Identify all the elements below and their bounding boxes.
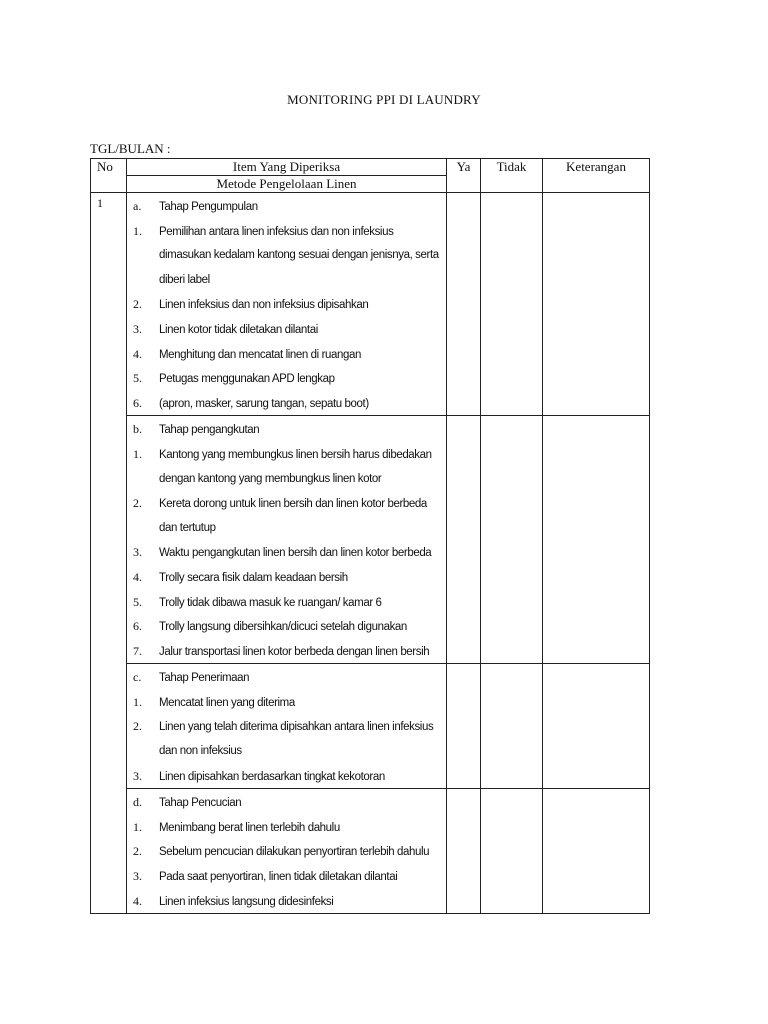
item-number: 3.	[133, 869, 142, 884]
checklist-item-line	[127, 467, 446, 492]
keterangan-cell[interactable]	[543, 789, 650, 914]
item-text: dimasukan kedalam kantong sesuai dengan jenisnya, serta	[159, 249, 439, 262]
item-text: Pemilihan antara linen infeksius dan non infeksius	[159, 225, 394, 238]
item-group	[127, 416, 447, 664]
checklist-group-row	[91, 789, 650, 914]
checklist-item-line	[127, 442, 446, 467]
ya-cell[interactable]	[447, 193, 481, 416]
item-text: Menimbang berat linen terlebih dahulu	[159, 821, 340, 834]
item-number: 2.	[133, 496, 142, 511]
item-text: dan tertutup	[159, 521, 216, 534]
checklist-item-line	[127, 665, 446, 690]
item-text: Mencatat linen yang diterima	[159, 696, 295, 709]
checklist-group-row	[91, 416, 650, 664]
tidak-cell[interactable]	[481, 193, 543, 416]
item-number: 5.	[133, 371, 142, 386]
checklist-item-line	[127, 889, 446, 914]
item-text: Sebelum pencucian dilakukan penyortiran terlebih dahulu	[159, 846, 430, 859]
ya-cell[interactable]	[447, 664, 481, 789]
checklist-table	[90, 158, 650, 914]
item-number: a.	[133, 199, 142, 213]
checklist-item-line	[127, 590, 446, 615]
checklist-item-line	[127, 739, 446, 764]
item-number: 4.	[133, 346, 142, 361]
checklist-item-line	[127, 417, 446, 442]
item-text: Trolly langsung dibersihkan/dicuci setelah digunakan	[159, 621, 407, 634]
checklist-item-line	[127, 292, 446, 317]
header-row	[91, 159, 650, 176]
ya-cell[interactable]	[447, 789, 481, 914]
checklist-item-line	[127, 714, 446, 739]
checklist-item-line	[127, 639, 446, 664]
tidak-cell[interactable]	[481, 789, 543, 914]
checklist-item-line	[127, 790, 446, 815]
row-number: 1	[91, 193, 127, 914]
item-text: Tahap Penerimaan	[159, 672, 250, 685]
item-number: 3.	[133, 321, 142, 336]
header-no: No	[91, 159, 127, 193]
checklist-item-line	[127, 366, 446, 391]
item-text: Tahap pengangkutan	[159, 424, 260, 437]
item-text: dan non infeksius	[159, 745, 242, 758]
checklist-item-line	[127, 516, 446, 541]
item-text: Linen yang telah diterima dipisahkan antara linen infeksius	[159, 721, 434, 734]
checklist-item-line	[127, 491, 446, 516]
item-number: 2.	[133, 297, 142, 312]
item-text: Linen kotor tidak diletakan dilantai	[159, 323, 318, 336]
checklist-item-line	[127, 614, 446, 639]
item-text: Trolly secara fisik dalam keadaan bersih	[159, 571, 348, 584]
header-tidak: Tidak	[481, 159, 543, 193]
item-number: 1.	[133, 694, 142, 709]
item-text: Linen infeksius langsung didesinfeksi	[159, 895, 334, 908]
item-text: Kantong yang membungkus linen bersih harus dibedakan	[159, 448, 432, 461]
item-text: Tahap Pengumpulan	[159, 201, 258, 213]
checklist-item-line	[127, 342, 446, 367]
keterangan-cell[interactable]	[543, 416, 650, 664]
tidak-cell[interactable]	[481, 416, 543, 664]
header-keterangan: Keterangan	[543, 159, 650, 193]
item-number: 1.	[133, 819, 142, 834]
item-number: 4.	[133, 569, 142, 584]
item-number: b.	[133, 422, 142, 437]
item-text: Trolly tidak dibawa masuk ke ruangan/ kamar 6	[159, 596, 382, 609]
checklist-item-line	[127, 194, 446, 219]
item-number: 6.	[133, 395, 142, 410]
item-text: Jalur transportasi linen kotor berbeda dengan linen bersih	[159, 645, 430, 658]
item-number: d.	[133, 795, 142, 810]
item-text: Kereta dorong untuk linen bersih dan linen kotor berbeda	[159, 498, 427, 511]
item-text: Tahap Pencucian	[159, 797, 242, 810]
item-text: Linen infeksius dan non infeksius dipisahkan	[159, 299, 369, 312]
checklist-item-line	[127, 219, 446, 244]
item-text: dengan kantong yang membungkus linen kotor	[159, 472, 382, 485]
item-number: 1.	[133, 446, 142, 461]
item-number: c.	[133, 670, 142, 685]
header-item: Item Yang Diperiksa	[127, 159, 447, 176]
header-ya: Ya	[447, 159, 481, 193]
item-number: 2.	[133, 844, 142, 859]
date-label: TGL/BULAN :	[90, 141, 171, 156]
checklist-item-line	[127, 391, 446, 416]
item-number: 3.	[133, 768, 142, 783]
checklist-item-line	[127, 690, 446, 715]
item-group	[127, 789, 447, 914]
item-text: Waktu pengangkutan linen bersih dan linen kotor berbeda	[159, 547, 432, 560]
item-text: (apron, masker, sarung tangan, sepatu boot)	[159, 397, 369, 410]
ya-cell[interactable]	[447, 416, 481, 664]
item-text: Pada saat penyortiran, linen tidak diletakan dilantai	[159, 871, 398, 884]
item-number: 7.	[133, 643, 142, 658]
checklist-item-line	[127, 565, 446, 590]
checklist-item-line	[127, 540, 446, 565]
checklist-item-line	[127, 317, 446, 342]
item-number: 3.	[133, 545, 142, 560]
header-item-sub: Metode Pengelolaan Linen	[127, 176, 447, 193]
checklist-group-row	[91, 664, 650, 789]
checklist-item-line	[127, 839, 446, 864]
item-number: 5.	[133, 594, 142, 609]
item-text: diberi label	[159, 273, 210, 286]
item-number: 2.	[133, 719, 142, 734]
item-text: Petugas menggunakan APD lengkap	[159, 373, 335, 386]
item-number: 4.	[133, 893, 142, 908]
keterangan-cell[interactable]	[543, 664, 650, 789]
tidak-cell[interactable]	[481, 664, 543, 789]
keterangan-cell[interactable]	[543, 193, 650, 416]
checklist-item-line	[127, 764, 446, 789]
item-text: Menghitung dan mencatat linen di ruangan	[159, 348, 362, 361]
page-title: MONITORING PPI DI LAUNDRY	[287, 92, 481, 107]
checklist-group-row	[91, 193, 650, 416]
item-number: 6.	[133, 619, 142, 634]
checklist-item-line	[127, 243, 446, 268]
item-group	[127, 193, 447, 416]
item-number: 1.	[133, 223, 142, 238]
checklist-item-line	[127, 815, 446, 840]
checklist-item-line	[127, 864, 446, 889]
checklist-item-line	[127, 268, 446, 293]
item-group	[127, 664, 447, 789]
item-text: Linen dipisahkan berdasarkan tingkat kekotoran	[159, 770, 385, 783]
